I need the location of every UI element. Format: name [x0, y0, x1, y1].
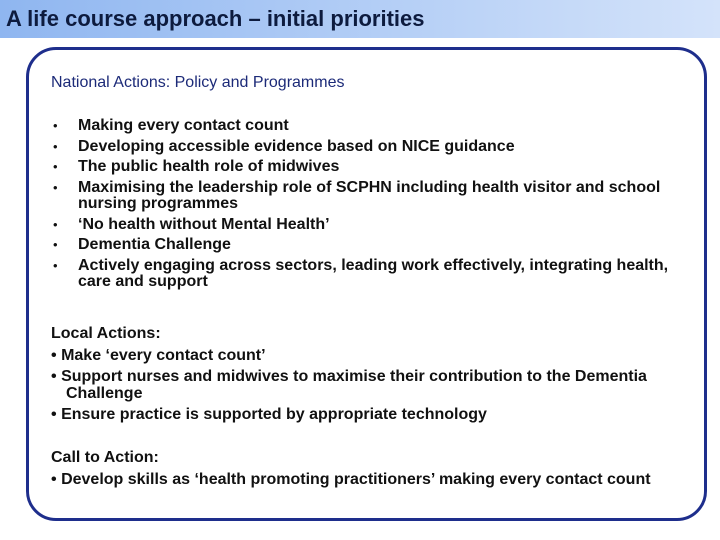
- list-item: [51, 118, 691, 135]
- bullet-icon: •: [51, 470, 57, 488]
- list-item-text: Ensure practice is supported by appropriate technology: [61, 406, 487, 423]
- call-to-action-block: [51, 450, 691, 493]
- list-item: [51, 159, 691, 176]
- list-item: [51, 258, 691, 291]
- list-item-text: Support nurses and midwives to maximise their contribution to the Dementia Challenge: [61, 368, 647, 402]
- list-item-text: Dementia Challenge: [78, 236, 231, 253]
- list-item: [51, 139, 691, 156]
- list-item: [51, 472, 691, 489]
- bullet-icon: •: [51, 346, 57, 364]
- national-actions-heading: National Actions: Policy and Programmes: [51, 74, 345, 91]
- list-item: [51, 237, 691, 254]
- list-item: [51, 217, 691, 234]
- list-item-text: Developing accessible evidence based on NICE guidance: [78, 137, 515, 155]
- national-actions-list: [51, 118, 691, 295]
- title-bar: [0, 0, 720, 38]
- list-item-text: Develop skills as ‘health promoting practitioners’ making every contact count: [61, 470, 651, 488]
- list-item-content: [51, 369, 691, 402]
- list-item-text: Making every contact count: [78, 117, 289, 134]
- slide-title: A life course approach – initial priorities: [6, 6, 425, 31]
- call-to-action-heading: Call to Action:: [51, 449, 159, 466]
- list-item-content: [51, 407, 691, 424]
- list-item-text: The public health role of midwives: [78, 158, 340, 175]
- bullet-icon: •: [53, 257, 58, 273]
- list-item: [51, 407, 691, 424]
- list-item: [51, 369, 691, 402]
- list-item-text: Actively engaging across sectors, leading work effectively, integrating health, care and support: [78, 256, 669, 290]
- list-item-text: Make ‘every contact count’: [61, 346, 266, 364]
- bullet-icon: •: [53, 138, 58, 154]
- bullet-icon: •: [53, 159, 58, 174]
- bullet-icon: •: [53, 179, 58, 195]
- list-item: [51, 180, 691, 213]
- list-item-content: [51, 472, 691, 489]
- local-actions-block: [51, 326, 691, 429]
- bullet-icon: •: [51, 406, 57, 423]
- bullet-icon: •: [51, 368, 57, 385]
- list-item: [51, 348, 691, 365]
- bullet-icon: •: [53, 216, 58, 232]
- list-item-content: [51, 348, 691, 365]
- list-item-text: ‘No health without Mental Health’: [78, 215, 330, 233]
- bullet-icon: •: [53, 118, 58, 133]
- bullet-icon: •: [53, 237, 58, 252]
- list-item-text: Maximising the leadership role of SCPHN including health visitor and school nursing programmes: [78, 178, 661, 212]
- local-actions-heading: Local Actions:: [51, 325, 161, 342]
